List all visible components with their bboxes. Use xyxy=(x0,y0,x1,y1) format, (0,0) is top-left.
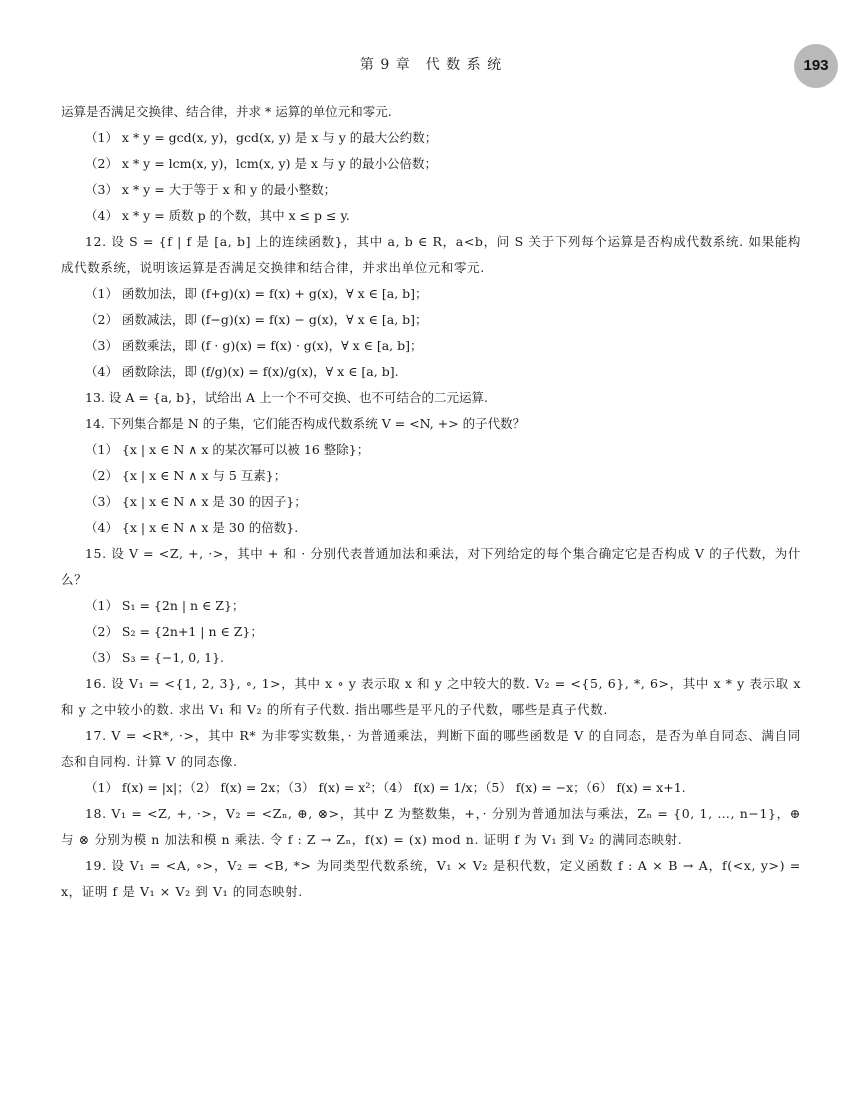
exercise-13: 13. 设 A = {a, b}，试给出 A 上一个不可交换、也不可结合的二元运算. xyxy=(85,390,489,405)
exercise-text xyxy=(61,99,801,905)
text-line: （1） 函数加法，即 (f+g)(x) = f(x) + g(x)，∀ x ∈ [a, b]； xyxy=(85,286,428,301)
text-line: 运算是否满足交换律、结合律，并求 * 运算的单位元和零元. xyxy=(61,104,392,119)
page-number-badge: 193 xyxy=(794,44,838,88)
text-line: （4） {x | x ∈ N ∧ x 是 30 的倍数}. xyxy=(85,520,299,535)
exercise-15: 15. 设 V = <Z, +, ·>，其中 + 和 · 分别代表普通加法和乘法，对下列给定的每个集合确定它是否构成 V 的子代数，为什么？ xyxy=(61,546,801,587)
text-line: （2） S₂ = {2n+1 | n ∈ Z}； xyxy=(85,624,263,639)
running-header xyxy=(0,52,862,78)
exercise-12: 12. 设 S = {f | f 是 [a, b] 上的连续函数}，其中 a, b ∈ R，a<b，问 S 关于下列每个运算是否构成代数系统. 如果能构成代数系统，说明该运算是否满足交换律和结合律，并求出单位元和零元. xyxy=(61,234,801,275)
text-line: （3） x * y = 大于等于 x 和 y 的最小整数； xyxy=(85,182,337,197)
text-line: （3） {x | x ∈ N ∧ x 是 30 的因子}； xyxy=(85,494,307,509)
text-line: （3） 函数乘法，即 (f · g)(x) = f(x) · g(x)，∀ x ∈ [a, b]； xyxy=(85,338,423,353)
text-line: （1） f(x) = |x|；（2） f(x) = 2x；（3） f(x) = x²；（4） f(x) = 1/x；（5） f(x) = −x；（6） f(x) = x+1. xyxy=(85,780,686,795)
exercise-19: 19. 设 V₁ = <A, ∘>，V₂ = <B, *> 为同类型代数系统，V₁ × V₂ 是积代数，定义函数 f : A × B → A，f(<x, y>) = x，证明 f 是 V₁ × V₂ 到 V₁ 的同态映射. xyxy=(61,858,801,899)
chapter-title: 第 9 章 代 数 系 统 xyxy=(359,57,503,73)
text-line: （4） x * y = 质数 p 的个数，其中 x ≤ p ≤ y. xyxy=(85,208,350,223)
text-line: （1） {x | x ∈ N ∧ x 的某次幂可以被 16 整除}； xyxy=(85,442,370,457)
text-line: （2） 函数减法，即 (f−g)(x) = f(x) − g(x)，∀ x ∈ [a, b]； xyxy=(85,312,428,327)
exercise-16: 16. 设 V₁ = <{1, 2, 3}, ∘, 1>，其中 x ∘ y 表示取 x 和 y 之中较大的数. V₂ = <{5, 6}, *, 6>，其中 x * y 表示取 x 和 y 之中较小的数. 求出 V₁ 和 V₂ 的所有子代数. 指出哪些是平凡的子代数，哪些是真子代数. xyxy=(61,676,801,717)
text-line: （2） {x | x ∈ N ∧ x 与 5 互素}； xyxy=(85,468,287,483)
exercise-14: 14. 下列集合都是 N 的子集，它们能否构成代数系统 V = <N, +> 的子代数？ xyxy=(85,416,526,431)
text-line: （1） x * y = gcd(x, y)，gcd(x, y) 是 x 与 y 的最大公约数； xyxy=(85,130,438,145)
text-line: （3） S₃ = {−1, 0, 1}. xyxy=(85,650,225,665)
text-line: （1） S₁ = {2n | n ∈ Z}； xyxy=(85,598,245,613)
exercise-17: 17. V = <R*, ·>，其中 R* 为非零实数集，· 为普通乘法，判断下面的哪些函数是 V 的自同态，是否为单自同态、满自同态和自同构. 计算 V 的同态像. xyxy=(61,728,801,769)
text-line: （2） x * y = lcm(x, y)，lcm(x, y) 是 x 与 y 的最小公倍数； xyxy=(85,156,437,171)
text-line: （4） 函数除法，即 (f/g)(x) = f(x)/g(x)，∀ x ∈ [a, b]. xyxy=(85,364,399,379)
exercise-18: 18. V₁ = <Z, +, ·>，V₂ = <Zₙ, ⊕, ⊗>，其中 Z 为整数集，+，· 分别为普通加法与乘法，Zₙ = {0, 1, …, n−1}，⊕ 与 ⊗ 分别为模 n 加法和模 n 乘法. 令 f : Z → Zₙ，f(x) = (x) mod n. 证明 f 为 V₁ 到 V₂ 的满同态映射. xyxy=(61,806,801,847)
